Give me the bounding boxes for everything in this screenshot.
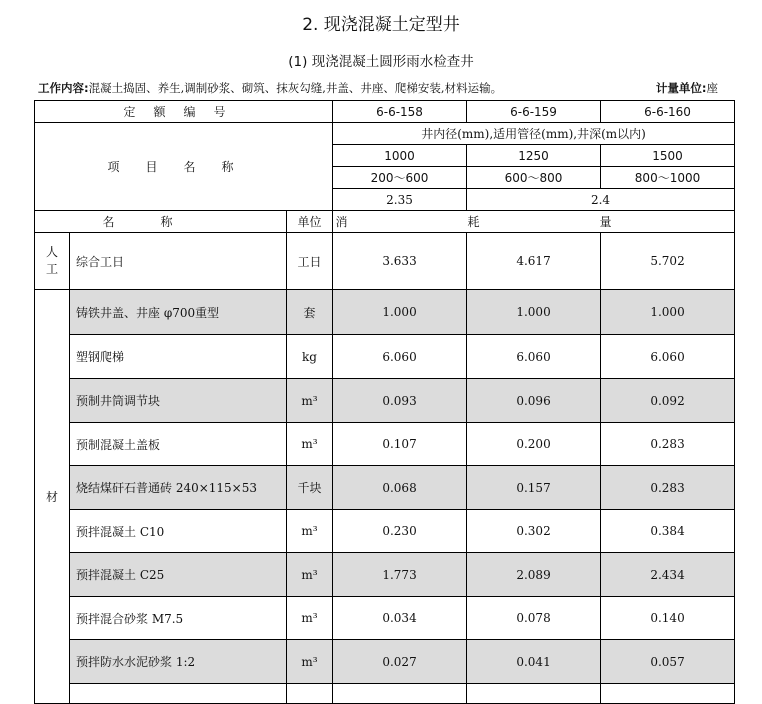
column-header-row xyxy=(35,211,735,233)
category-labor: 人工 xyxy=(35,233,70,290)
item-name: 预拌混凝土 C25 xyxy=(70,553,287,597)
item-name: 铸铁井盖、井座 φ700重型 xyxy=(70,290,287,335)
material-row xyxy=(35,290,735,335)
item-value: 2.434 xyxy=(601,553,735,597)
item-unit: m³ xyxy=(287,597,333,640)
item-name: 预拌防水水泥砂浆 1:2 xyxy=(70,640,287,684)
item-value: 6.060 xyxy=(333,335,467,379)
item-unit: m³ xyxy=(287,553,333,597)
item-name-label: 项目名称 xyxy=(35,123,333,211)
item-name: 塑钢爬梯 xyxy=(70,335,287,379)
work-content-line xyxy=(38,80,718,96)
item-unit: 工日 xyxy=(287,233,333,290)
item-value: 1.000 xyxy=(601,290,735,335)
item-name: 预制井筒调节块 xyxy=(70,379,287,423)
code-row xyxy=(35,101,735,123)
param-label: 井内径(mm),适用管径(mm),井深(m以内) xyxy=(333,123,735,145)
item-value: 0.078 xyxy=(467,597,601,640)
item-value: 3.633 xyxy=(333,233,467,290)
item-name: 预拌混合砂浆 M7.5 xyxy=(70,597,287,640)
code-cell: 6-6-159 xyxy=(467,101,601,123)
code-label: 定额编号 xyxy=(35,101,333,123)
item-value: 2.089 xyxy=(467,553,601,597)
material-row xyxy=(35,335,735,379)
empty-cell xyxy=(601,684,735,704)
item-value: 0.302 xyxy=(467,510,601,553)
measure-unit-label: 计量单位: xyxy=(655,81,707,95)
item-name: 预拌混凝土 C10 xyxy=(70,510,287,553)
material-row xyxy=(35,640,735,684)
param-row xyxy=(35,123,735,145)
measure-unit xyxy=(656,80,718,96)
item-name: 综合工日 xyxy=(70,233,287,290)
material-row xyxy=(35,379,735,423)
item-value: 0.027 xyxy=(333,640,467,684)
code-cell: 6-6-160 xyxy=(601,101,735,123)
pipe-range-cell: 800～1000 xyxy=(601,167,735,189)
empty-cell xyxy=(70,684,287,704)
item-value: 0.041 xyxy=(467,640,601,684)
item-value: 1.773 xyxy=(333,553,467,597)
item-value: 1.000 xyxy=(333,290,467,335)
item-value: 0.283 xyxy=(601,423,735,466)
item-unit: m³ xyxy=(287,640,333,684)
empty-cell xyxy=(333,684,467,704)
item-value: 0.157 xyxy=(467,466,601,510)
code-cell: 6-6-158 xyxy=(333,101,467,123)
depth-cell: 2.4 xyxy=(467,189,735,211)
item-unit: 千块 xyxy=(287,466,333,510)
material-row xyxy=(35,510,735,553)
continuation-row xyxy=(35,684,735,704)
item-value: 6.060 xyxy=(467,335,601,379)
table-subtitle: (1) 现浇混凝土圆形雨水检查井 xyxy=(288,54,474,70)
name-column-header: 名称 xyxy=(35,211,287,233)
material-row xyxy=(35,423,735,466)
diameter-cell: 1500 xyxy=(601,145,735,167)
item-unit: 套 xyxy=(287,290,333,335)
item-value: 0.096 xyxy=(467,379,601,423)
item-value: 0.107 xyxy=(333,423,467,466)
item-name: 烧结煤矸石普通砖 240×115×53 xyxy=(70,466,287,510)
item-value: 0.283 xyxy=(601,466,735,510)
material-row xyxy=(35,597,735,640)
item-value: 1.000 xyxy=(467,290,601,335)
material-row xyxy=(35,466,735,510)
item-unit: m³ xyxy=(287,379,333,423)
category-material: 材 xyxy=(35,290,70,704)
item-value: 0.034 xyxy=(333,597,467,640)
item-unit: m³ xyxy=(287,423,333,466)
pipe-range-cell: 600～800 xyxy=(467,167,601,189)
item-value: 5.702 xyxy=(601,233,735,290)
pipe-range-cell: 200～600 xyxy=(333,167,467,189)
item-value: 0.093 xyxy=(333,379,467,423)
measure-unit-value: 座 xyxy=(706,81,718,95)
empty-cell xyxy=(287,684,333,704)
item-value: 0.092 xyxy=(601,379,735,423)
consumption-column-header: 消耗量 xyxy=(333,211,735,233)
work-content-text: 混凝土捣固、养生,调制砂浆、砌筑、抹灰勾缝,井盖、井座、爬梯安装,材料运输。 xyxy=(88,81,503,95)
unit-column-header: 单位 xyxy=(287,211,333,233)
item-value: 0.230 xyxy=(333,510,467,553)
section-title: 2. 现浇混凝土定型井 xyxy=(302,15,460,35)
depth-cell: 2.35 xyxy=(333,189,467,211)
item-value: 4.617 xyxy=(467,233,601,290)
item-value: 0.200 xyxy=(467,423,601,466)
item-value: 0.384 xyxy=(601,510,735,553)
material-row xyxy=(35,553,735,597)
item-unit: kg xyxy=(287,335,333,379)
item-value: 0.140 xyxy=(601,597,735,640)
item-name: 预制混凝土盖板 xyxy=(70,423,287,466)
item-value: 0.057 xyxy=(601,640,735,684)
empty-cell xyxy=(467,684,601,704)
item-value: 0.068 xyxy=(333,466,467,510)
item-value: 6.060 xyxy=(601,335,735,379)
labor-row xyxy=(35,233,735,290)
quota-table xyxy=(34,100,735,704)
work-content-label: 工作内容: xyxy=(38,81,89,95)
item-unit: m³ xyxy=(287,510,333,553)
diameter-cell: 1000 xyxy=(333,145,467,167)
diameter-cell: 1250 xyxy=(467,145,601,167)
